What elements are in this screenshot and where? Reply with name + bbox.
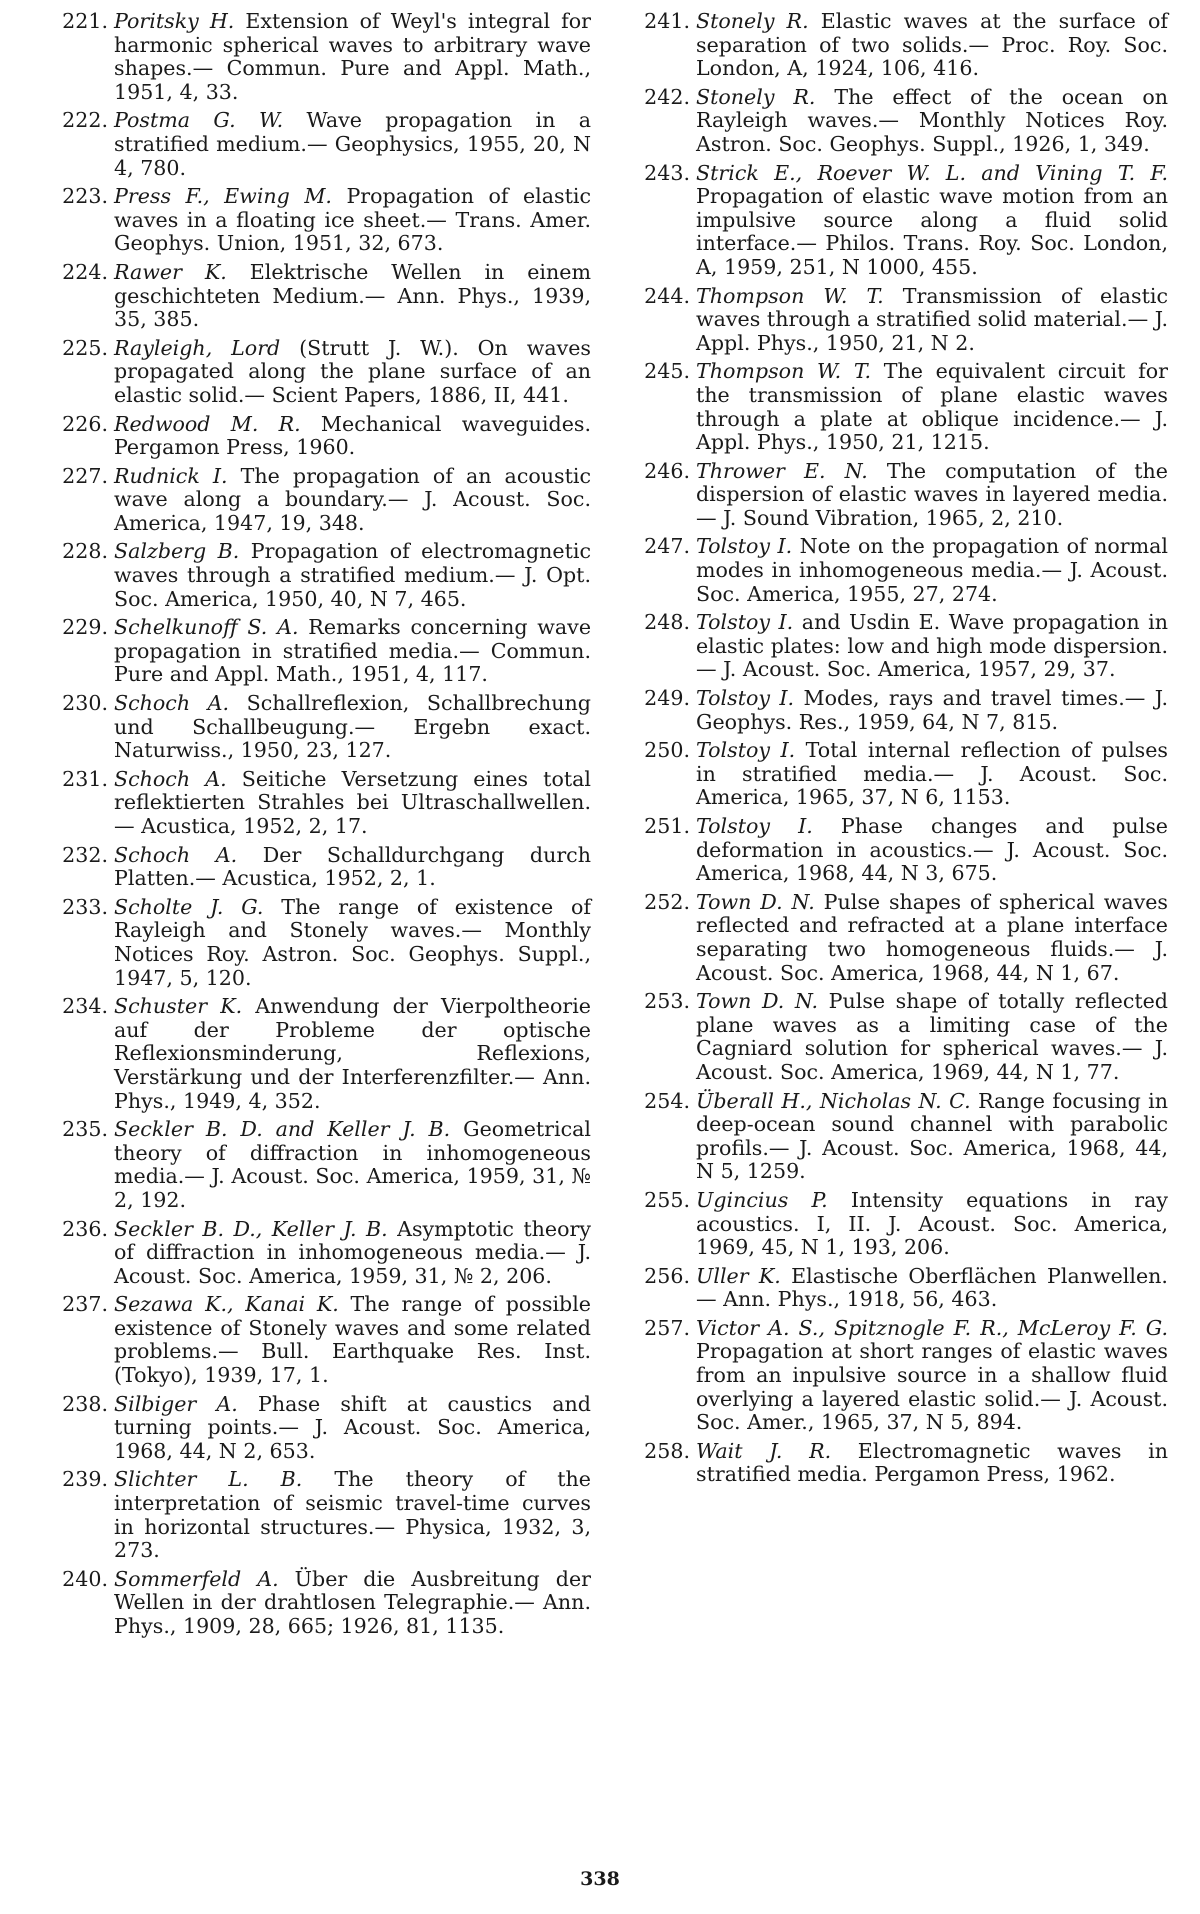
reference-number: 250.: [644, 738, 690, 763]
reference-text: Transmission of elastic waves through a stratified solid material.— J. Appl. Phys., 1950, 21, N 2.: [696, 283, 1168, 355]
reference-author: Poritsky H.: [114, 9, 235, 33]
reference-text: Anwendung der Vierpoltheorie auf der Probleme der optische Reflexionsminderung, Reflexions, Verstärkung und der Interferenzfilter.— Ann. Phys., 1949, 4, 352.: [114, 994, 591, 1113]
reference-author: Wait J. R.: [696, 1438, 832, 1463]
reference-number: 226.: [62, 411, 108, 436]
reference-text: Remarks concerning wave propagation in stratified media.— Commun. Pure and Appl. Math., 1951, 4, 117.: [114, 615, 592, 687]
left-column: [46, 10, 591, 1644]
reference-entry: [628, 739, 1168, 810]
reference-text: Range focusing in deep-ocean sound channel with parabolic profils.— J. Acoust. Soc. America, 1968, 44, N 5, 1259.: [696, 1088, 1169, 1184]
reference-entry: [46, 1218, 591, 1289]
reference-author: Redwood M. R.: [114, 411, 301, 436]
reference-entry: [628, 1090, 1168, 1184]
reference-number: 243.: [644, 160, 690, 185]
reference-author: Ugincius P.: [696, 1187, 828, 1212]
reference-entry: [46, 10, 591, 104]
reference-number: 255.: [644, 1187, 690, 1212]
reference-number: 235.: [62, 1117, 108, 1142]
reference-text: Schallreflexion, Schallbrechung und Schallbeugung.— Ergebn exact. Naturwiss., 1950, 23, 127.: [114, 691, 591, 763]
reference-entry: [46, 995, 591, 1113]
reference-entry: [46, 844, 591, 891]
reference-text: Elastische Oberflächen Planwellen.— Ann. Phys., 1918, 56, 463.: [696, 1263, 1168, 1312]
reference-entry: [46, 768, 591, 839]
reference-number: 257.: [644, 1315, 690, 1340]
reference-text: Seitiche Versetzung eines total reflektierten Strahles bei Ultraschallwellen.— Acustica, 1952, 2, 17.: [114, 766, 591, 838]
reference-text: Wave propagation in a stratified medium.— Geophysics, 1955, 20, N 4, 780.: [114, 108, 591, 180]
reference-entry: [628, 1189, 1168, 1260]
reference-number: 222.: [62, 108, 108, 133]
reference-author: Tolstoy I.: [696, 534, 793, 559]
reference-author: Schuster K.: [114, 994, 243, 1019]
reference-author: Sommerfeld A.: [114, 1566, 279, 1591]
reference-number: 244.: [644, 283, 690, 308]
reference-number: 221.: [62, 9, 108, 33]
reference-author: Thompson W. T.: [696, 283, 884, 308]
reference-entry: [628, 285, 1168, 356]
reference-number: 253.: [644, 989, 690, 1014]
reference-entry: [46, 692, 591, 763]
reference-entry: [46, 1393, 591, 1464]
reference-number: 252.: [644, 889, 690, 914]
reference-number: 249.: [644, 686, 690, 711]
reference-entry: [46, 1118, 591, 1212]
reference-text: Mechanical waveguides. Pergamon Press, 1960.: [114, 411, 592, 460]
reference-author: Strick E., Roever W. L. and Vining T. F.: [696, 160, 1168, 185]
reference-entry: [628, 86, 1168, 157]
reference-text: Modes, rays and travel times.— J. Geophys. Res., 1959, 64, N 7, 815.: [696, 686, 1168, 734]
reference-author: Seckler B. D. and Keller J. B.: [114, 1117, 451, 1142]
reference-text: Über die Ausbreitung der Wellen in der drahtlosen Telegraphie.— Ann. Phys., 1909, 28, 665; 1926, 81, 1135.: [114, 1566, 591, 1638]
reference-number: 224.: [62, 259, 108, 284]
reference-entry: [628, 611, 1168, 682]
reference-author: Rayleigh, Lord: [114, 335, 281, 360]
reference-author: Salzberg B.: [114, 539, 240, 564]
reference-author: Stonely R.: [696, 9, 809, 33]
reference-author: Press F., Ewing M.: [114, 184, 332, 209]
reference-entry: [46, 465, 591, 536]
reference-number: 229.: [62, 615, 108, 640]
reference-number: 245.: [644, 359, 690, 384]
reference-author: Uller K.: [696, 1263, 781, 1288]
reference-number: 256.: [644, 1263, 690, 1288]
reference-author: Schoch A.: [114, 766, 227, 791]
reference-text: The theory of the interpretation of seismic travel-time curves in horizontal structures.— Physica, 1932, 3, 273.: [114, 1467, 591, 1563]
reference-number: 240.: [62, 1566, 108, 1591]
reference-number: 231.: [62, 766, 108, 791]
reference-author: Rudnick I.: [114, 463, 228, 488]
reference-text: Phase shift at caustics and turning points.— J. Acoust. Soc. America, 1968, 44, N 2, 653.: [114, 1391, 591, 1463]
reference-text: The range of existence of Rayleigh and Stonely waves.— Monthly Notices Roy. Astron. Soc. Geophys. Suppl., 1947, 5, 120.: [114, 894, 591, 990]
reference-author: Schoch A.: [114, 842, 238, 867]
reference-entry: [628, 360, 1168, 454]
reference-text: Elastic waves at the surface of separation of two solids.— Proc. Roy. Soc. London, A, 1924, 106, 416.: [696, 9, 1168, 81]
reference-author: Postma G. W.: [114, 108, 284, 133]
reference-author: Rawer K.: [114, 259, 227, 284]
reference-entry: [628, 990, 1168, 1084]
reference-entry: [46, 1293, 591, 1387]
reference-number: 237.: [62, 1292, 108, 1317]
reference-number: 239.: [62, 1467, 108, 1492]
reference-number: 246.: [644, 458, 690, 483]
reference-entry: [628, 815, 1168, 886]
reference-text: The computation of the dispersion of elastic waves in layered media.— J. Sound Vibration, 1965, 2, 210.: [696, 458, 1168, 530]
reference-number: 234.: [62, 994, 108, 1019]
reference-text: Phase changes and pulse deformation in acoustics.— J. Acoust. Soc. America, 1968, 44, N 3, 675.: [696, 814, 1168, 886]
reference-entry: [46, 540, 591, 611]
reference-number: 242.: [644, 84, 690, 109]
reference-text: Propagation of electromagnetic waves through a stratified medium.— J. Opt. Soc. America, 1950, 40, N 7, 465.: [114, 539, 591, 611]
reference-entry: [46, 109, 591, 180]
reference-text: Elektrische Wellen in einem geschichteten Medium.— Ann. Phys., 1939, 35, 385.: [114, 259, 591, 332]
reference-number: 228.: [62, 539, 108, 564]
reference-entry: [628, 1440, 1168, 1487]
reference-author: Seckler B. D., Keller J. B.: [114, 1216, 388, 1241]
reference-number: 225.: [62, 335, 108, 360]
reference-entry: [46, 1568, 591, 1639]
right-column: [628, 10, 1168, 1492]
reference-entry: [46, 1468, 591, 1562]
reference-author: Tolstoy I.: [696, 738, 796, 763]
reference-author: Überall H., Nicholas N. C.: [696, 1088, 971, 1113]
reference-author: Town D. N.: [696, 889, 815, 914]
reference-author: Thrower E. N.: [696, 458, 868, 483]
reference-text: Propagation of elastic wave motion from an impulsive source along a fluid solid interface.— Philos. Trans. Roy. Soc. London, A, 1959, 251, N 1000, 455.: [696, 184, 1168, 279]
reference-entry: [628, 535, 1168, 606]
reference-number: 241.: [644, 9, 690, 33]
page-number: 338: [580, 1868, 620, 1890]
reference-number: 233.: [62, 894, 108, 919]
reference-entry: [628, 891, 1168, 985]
reference-author: Tolstoy I.: [696, 814, 813, 838]
reference-text: The equivalent circuit for the transmission of plane elastic waves through a plate at oblique incidence.— J. Appl. Phys., 1950, 21, 1215.: [696, 359, 1168, 455]
reference-text: Electromagnetic waves in stratified media. Pergamon Press, 1962.: [696, 1438, 1168, 1487]
reference-text: Total internal reflection of pulses in stratified media.— J. Acoust. Soc. America, 1965, 37, N 6, 1153.: [696, 738, 1168, 810]
reference-number: 247.: [644, 534, 690, 559]
reference-author: Town D. N.: [696, 989, 819, 1014]
reference-entry: [46, 337, 591, 408]
reference-entry: [46, 185, 591, 256]
reference-number: 254.: [644, 1088, 690, 1113]
reference-author: Schelkunoff S. A.: [114, 615, 299, 640]
reference-text: Pulse shapes of spherical waves reflected and refracted at a plane interface separating two homogeneous fluids.— J. Acoust. Soc. America, 1968, 44, N 1, 67.: [696, 889, 1168, 985]
reference-number: 238.: [62, 1391, 108, 1416]
reference-text: Der Schalldurchgang durch Platten.— Acustica, 1952, 2, 1.: [114, 842, 591, 891]
reference-number: 232.: [62, 842, 108, 867]
reference-author: Sezawa K., Kanai K.: [114, 1292, 339, 1317]
reference-text: and Usdin E. Wave propagation in elastic plates: low and high mode dispersion.— J. Acoust. Soc. America, 1957, 29, 37.: [696, 610, 1168, 682]
reference-number: 236.: [62, 1216, 108, 1241]
reference-text: Intensity equations in ray acoustics. I, II. J. Acoust. Soc. America, 1969, 45, N 1, 193, 206.: [696, 1187, 1168, 1260]
reference-text: (Strutt J. W.). On waves propagated along the plane surface of an elastic solid.— Scient Papers, 1886, II, 441.: [114, 335, 591, 407]
reference-text: Note on the propagation of normal modes in inhomogeneous media.— J. Acoust. Soc. America, 1955, 27, 274.: [696, 534, 1168, 606]
reference-number: 248.: [644, 610, 690, 635]
reference-entry: [628, 10, 1168, 81]
reference-entry: [46, 261, 591, 332]
reference-entry: [628, 687, 1168, 734]
reference-text: Propagation of elastic waves in a floating ice sheet.— Trans. Amer. Geophys. Union, 1951, 32, 673.: [114, 184, 591, 256]
reference-author: Scholte J. G.: [114, 894, 264, 919]
reference-text: Pulse shape of totally reflected plane waves as a limiting case of the Cagniard solution for spherical waves.— J. Acoust. Soc. America, 1969, 44, N 1, 77.: [696, 989, 1168, 1084]
reference-number: 223.: [62, 184, 108, 209]
reference-entry: [628, 1317, 1168, 1435]
reference-author: Tolstoy I.: [696, 686, 795, 711]
reference-text: The effect of the ocean on Rayleigh waves.— Monthly Notices Roy. Astron. Soc. Geophys. Suppl., 1926, 1, 349.: [696, 84, 1168, 156]
reference-text: Extension of Weyl's integral for harmonic spherical waves to arbitrary wave shapes.— Commun. Pure and Appl. Math., 1951, 4, 33.: [114, 9, 591, 104]
reference-entry: [628, 162, 1168, 280]
reference-text: The propagation of an acoustic wave along a boundary.— J. Acoust. Soc. America, 1947, 19, 348.: [114, 463, 591, 535]
reference-number: 258.: [644, 1438, 690, 1463]
reference-number: 251.: [644, 814, 690, 838]
reference-author: Thompson W. T.: [696, 359, 872, 384]
reference-text: Propagation at short ranges of elastic waves from an inpulsive source in a shallow fluid overlying a layered elastic solid.— J. Acoust. Soc. Amer., 1965, 37, N 5, 894.: [696, 1339, 1168, 1435]
reference-entry: [628, 1265, 1168, 1312]
reference-text: The range of possible existence of Stonely waves and some related problems.— Bull. Earthquake Res. Inst. (Tokyo), 1939, 17, 1.: [114, 1292, 591, 1388]
reference-entry: [628, 460, 1168, 531]
reference-entry: [46, 896, 591, 990]
reference-text: Asymptotic theory of diffraction in inhomogeneous media.— J. Acoust. Soc. America, 1959, 31, № 2, 206.: [114, 1216, 591, 1288]
reference-entry: [46, 616, 591, 687]
reference-author: Schoch A.: [114, 691, 230, 716]
reference-author: Victor A. S., Spitznogle F. R., McLeroy F. G.: [696, 1315, 1168, 1340]
reference-author: Stonely R.: [696, 84, 816, 109]
reference-author: Slichter L. B.: [114, 1467, 303, 1492]
reference-author: Tolstoy I.: [696, 610, 794, 635]
reference-author: Silbiger A.: [114, 1391, 238, 1416]
reference-number: 227.: [62, 463, 108, 488]
reference-text: Geometrical theory of diffraction in inhomogeneous media.— J. Acoust. Soc. America, 1959, 31, № 2, 192.: [114, 1117, 591, 1212]
reference-number: 230.: [62, 691, 108, 716]
reference-entry: [46, 413, 591, 460]
